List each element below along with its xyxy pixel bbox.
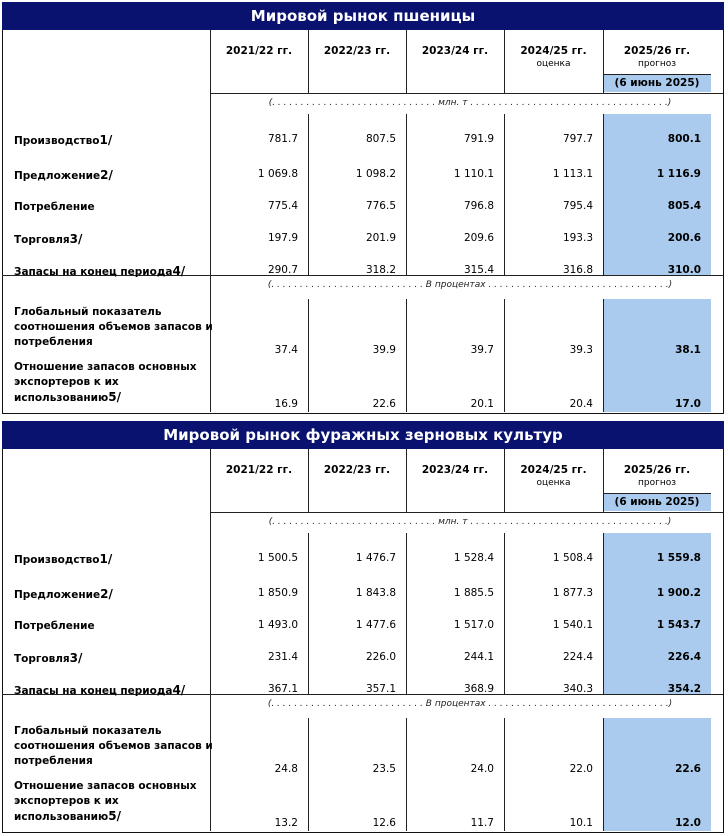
footnote-mark: 4/ <box>172 264 186 278</box>
cell-value: 1 098.2 <box>355 168 396 180</box>
forecast-date: (6 июнь 2025) <box>614 496 700 508</box>
row-label <box>14 232 82 248</box>
footnote-mark: 2/ <box>100 587 113 601</box>
footnote-mark: 1/ <box>99 133 113 147</box>
column-year: 2023/24 гг. <box>421 464 489 476</box>
column-divider <box>210 694 211 718</box>
row-label-text: Предложение <box>14 589 101 601</box>
pct-row-label-line: Отношение запасов основных <box>14 361 197 373</box>
pct-row-label-line: использованию5/ <box>14 390 121 404</box>
column-divider <box>308 449 309 512</box>
cell-value: 1 113.1 <box>552 168 593 180</box>
cell-value: 354.2 <box>667 683 701 695</box>
pct-row-label-line: экспортеров к их <box>14 376 119 388</box>
cell-value: 1 900.2 <box>656 587 701 599</box>
forecast-date: (6 июнь 2025) <box>614 77 700 89</box>
cell-value: 13.2 <box>274 817 298 829</box>
row-label-text: Потребление <box>14 620 95 632</box>
pct-row-label-line: Отношение запасов основных <box>14 780 197 792</box>
column-year: 2021/22 гг. <box>225 464 293 476</box>
cell-value: 791.9 <box>463 133 494 145</box>
cell-value: 775.4 <box>267 200 298 212</box>
row-label <box>14 651 82 667</box>
column-divider <box>210 512 211 533</box>
cell-value: 22.6 <box>372 398 396 410</box>
column-year: 2022/23 гг. <box>323 464 391 476</box>
column-divider <box>210 449 211 512</box>
row-label <box>14 619 95 634</box>
cell-value: 1 850.9 <box>257 587 298 599</box>
cell-value: 1 493.0 <box>257 619 298 631</box>
footnote-mark: 5/ <box>108 809 121 823</box>
column-year: 2025/26 гг. <box>623 464 691 476</box>
cell-value: 776.5 <box>365 200 396 212</box>
row-label-text: Производство <box>14 135 100 147</box>
footnote-mark: 4/ <box>172 683 186 697</box>
cell-value: 368.9 <box>463 683 494 695</box>
cell-value: 11.7 <box>470 817 494 829</box>
cell-value: 12.6 <box>372 817 396 829</box>
pct-row-label-line: Глобальный показатель <box>14 725 162 737</box>
cell-value: 357.1 <box>365 683 396 695</box>
cell-value: 1 500.5 <box>257 552 298 564</box>
footnote-mark: 2/ <box>100 168 113 182</box>
cell-value: 367.1 <box>267 683 298 695</box>
cell-value: 807.5 <box>365 133 396 145</box>
cell-value: 20.4 <box>569 398 593 410</box>
table-title: Мировой рынок фуражных зерновых культур <box>2 421 724 449</box>
row-label-text: Запасы на конец периода <box>14 685 173 697</box>
table-panel <box>0 2 728 414</box>
pct-row-label <box>14 360 196 406</box>
cell-value: 800.1 <box>667 133 701 145</box>
pct-row-label <box>14 724 213 769</box>
column-year: 2023/24 гг. <box>421 45 489 57</box>
cell-value: 315.4 <box>463 264 494 276</box>
cell-value: 20.1 <box>470 398 494 410</box>
unit-percent: (. . . . . . . . . . . . . . . . . . . . . . . . . . . В процентах . . . . . . . . . . . . . . . . . . . . . . . . . . . . . . . .) <box>267 699 673 709</box>
cell-value: 1 543.7 <box>656 619 701 631</box>
cell-value: 1 528.4 <box>453 552 494 564</box>
column-year: 2025/26 гг. <box>623 45 691 57</box>
column-note: оценка <box>536 59 571 69</box>
cell-value: 17.0 <box>675 398 701 410</box>
cell-value: 231.4 <box>267 651 298 663</box>
cell-value: 318.2 <box>365 264 396 276</box>
cell-value: 1 477.6 <box>355 619 396 631</box>
row-label-text: Предложение <box>14 170 101 182</box>
footnote-mark: 3/ <box>69 651 83 665</box>
cell-value: 10.1 <box>569 817 593 829</box>
unit-volume: (. . . . . . . . . . . . . . . . . . . . . . . . . . . . . млн. т . . . . . . . . . . . . . . . . . . . . . . . . . . . . . . . . . . .) <box>268 517 672 527</box>
column-note: прогноз <box>637 478 676 488</box>
cell-value: 316.8 <box>562 264 593 276</box>
pct-row-label-line: Глобальный показатель <box>14 306 162 318</box>
footnote-mark: 5/ <box>108 390 121 404</box>
column-divider <box>406 449 407 512</box>
forecast-sub-rule <box>603 74 711 75</box>
cell-value: 22.6 <box>675 763 701 775</box>
cell-value: 37.4 <box>274 344 298 356</box>
row-label <box>14 552 112 568</box>
unit-volume: (. . . . . . . . . . . . . . . . . . . . . . . . . . . . . млн. т . . . . . . . . . . . . . . . . . . . . . . . . . . . . . . . . . . .) <box>268 98 672 108</box>
column-note: оценка <box>536 478 571 488</box>
cell-value: 197.9 <box>267 232 298 244</box>
cell-value: 1 877.3 <box>552 587 593 599</box>
cell-value: 795.4 <box>562 200 593 212</box>
cell-value: 1 476.7 <box>355 552 396 564</box>
cell-value: 23.5 <box>372 763 396 775</box>
column-divider <box>406 30 407 93</box>
cell-value: 1 843.8 <box>355 587 396 599</box>
table-title: Мировой рынок пшеницы <box>2 2 724 30</box>
cell-value: 1 110.1 <box>453 168 494 180</box>
column-year: 2024/25 гг. <box>520 464 587 476</box>
cell-value: 38.1 <box>675 344 701 356</box>
cell-value: 16.9 <box>274 398 298 410</box>
pct-row-label-line: соотношения объемов запасов и <box>14 740 213 752</box>
header-rule <box>210 93 723 94</box>
pct-row-label-line: соотношения объемов запасов и <box>14 321 213 333</box>
cell-value: 200.6 <box>667 232 701 244</box>
pct-row-label-line: потребления <box>14 755 93 767</box>
cell-value: 797.7 <box>562 133 593 145</box>
footnote-mark: 1/ <box>99 552 113 566</box>
cell-value: 340.3 <box>562 683 593 695</box>
cell-value: 796.8 <box>463 200 494 212</box>
cell-value: 226.0 <box>365 651 396 663</box>
row-label-text: Запасы на конец периода <box>14 266 173 278</box>
cell-value: 39.7 <box>470 344 494 356</box>
cell-value: 1 540.1 <box>552 619 593 631</box>
row-label-text: Производство <box>14 554 100 566</box>
column-year: 2024/25 гг. <box>520 45 587 57</box>
cell-value: 39.3 <box>569 344 593 356</box>
unit-percent: (. . . . . . . . . . . . . . . . . . . . . . . . . . . В процентах . . . . . . . . . . . . . . . . . . . . . . . . . . . . . . . .) <box>267 280 673 290</box>
column-divider <box>210 275 211 299</box>
column-divider <box>308 30 309 93</box>
footnote-mark: 3/ <box>69 232 83 246</box>
cell-value: 805.4 <box>667 200 701 212</box>
pct-row-label <box>14 305 213 350</box>
row-label <box>14 200 95 215</box>
row-label <box>14 168 113 184</box>
row-label <box>14 587 113 603</box>
cell-value: 201.9 <box>365 232 396 244</box>
row-label-text: Торговля <box>14 234 70 246</box>
cell-value: 1 885.5 <box>453 587 494 599</box>
cell-value: 39.9 <box>372 344 396 356</box>
cell-value: 24.0 <box>470 763 494 775</box>
row-label-text: Торговля <box>14 653 70 665</box>
cell-value: 24.8 <box>274 763 298 775</box>
cell-value: 224.4 <box>562 651 593 663</box>
cell-value: 781.7 <box>267 133 298 145</box>
row-label <box>14 133 112 149</box>
cell-value: 22.0 <box>569 763 593 775</box>
column-divider <box>210 30 211 93</box>
row-label <box>14 264 185 280</box>
cell-value: 1 069.8 <box>257 168 298 180</box>
cell-value: 244.1 <box>463 651 494 663</box>
pct-row-label-line: экспортеров к их <box>14 795 119 807</box>
forecast-sub-rule <box>603 493 711 494</box>
pct-row-label-line: использованию5/ <box>14 809 121 823</box>
column-note: прогноз <box>637 59 676 69</box>
cell-value: 12.0 <box>675 817 701 829</box>
cell-value: 193.3 <box>562 232 593 244</box>
cell-value: 1 517.0 <box>453 619 494 631</box>
table-panel <box>0 421 728 833</box>
column-year: 2022/23 гг. <box>323 45 391 57</box>
header-rule <box>210 512 723 513</box>
row-label <box>14 683 185 699</box>
cell-value: 1 508.4 <box>552 552 593 564</box>
column-year: 2021/22 гг. <box>225 45 293 57</box>
cell-value: 1 559.8 <box>656 552 701 564</box>
cell-value: 1 116.9 <box>656 168 701 180</box>
row-label-text: Потребление <box>14 201 95 213</box>
cell-value: 226.4 <box>667 651 701 663</box>
column-divider <box>210 93 211 114</box>
cell-value: 290.7 <box>267 264 298 276</box>
pct-row-label <box>14 779 196 825</box>
cell-value: 310.0 <box>667 264 701 276</box>
cell-value: 209.6 <box>463 232 494 244</box>
pct-row-label-line: потребления <box>14 336 93 348</box>
